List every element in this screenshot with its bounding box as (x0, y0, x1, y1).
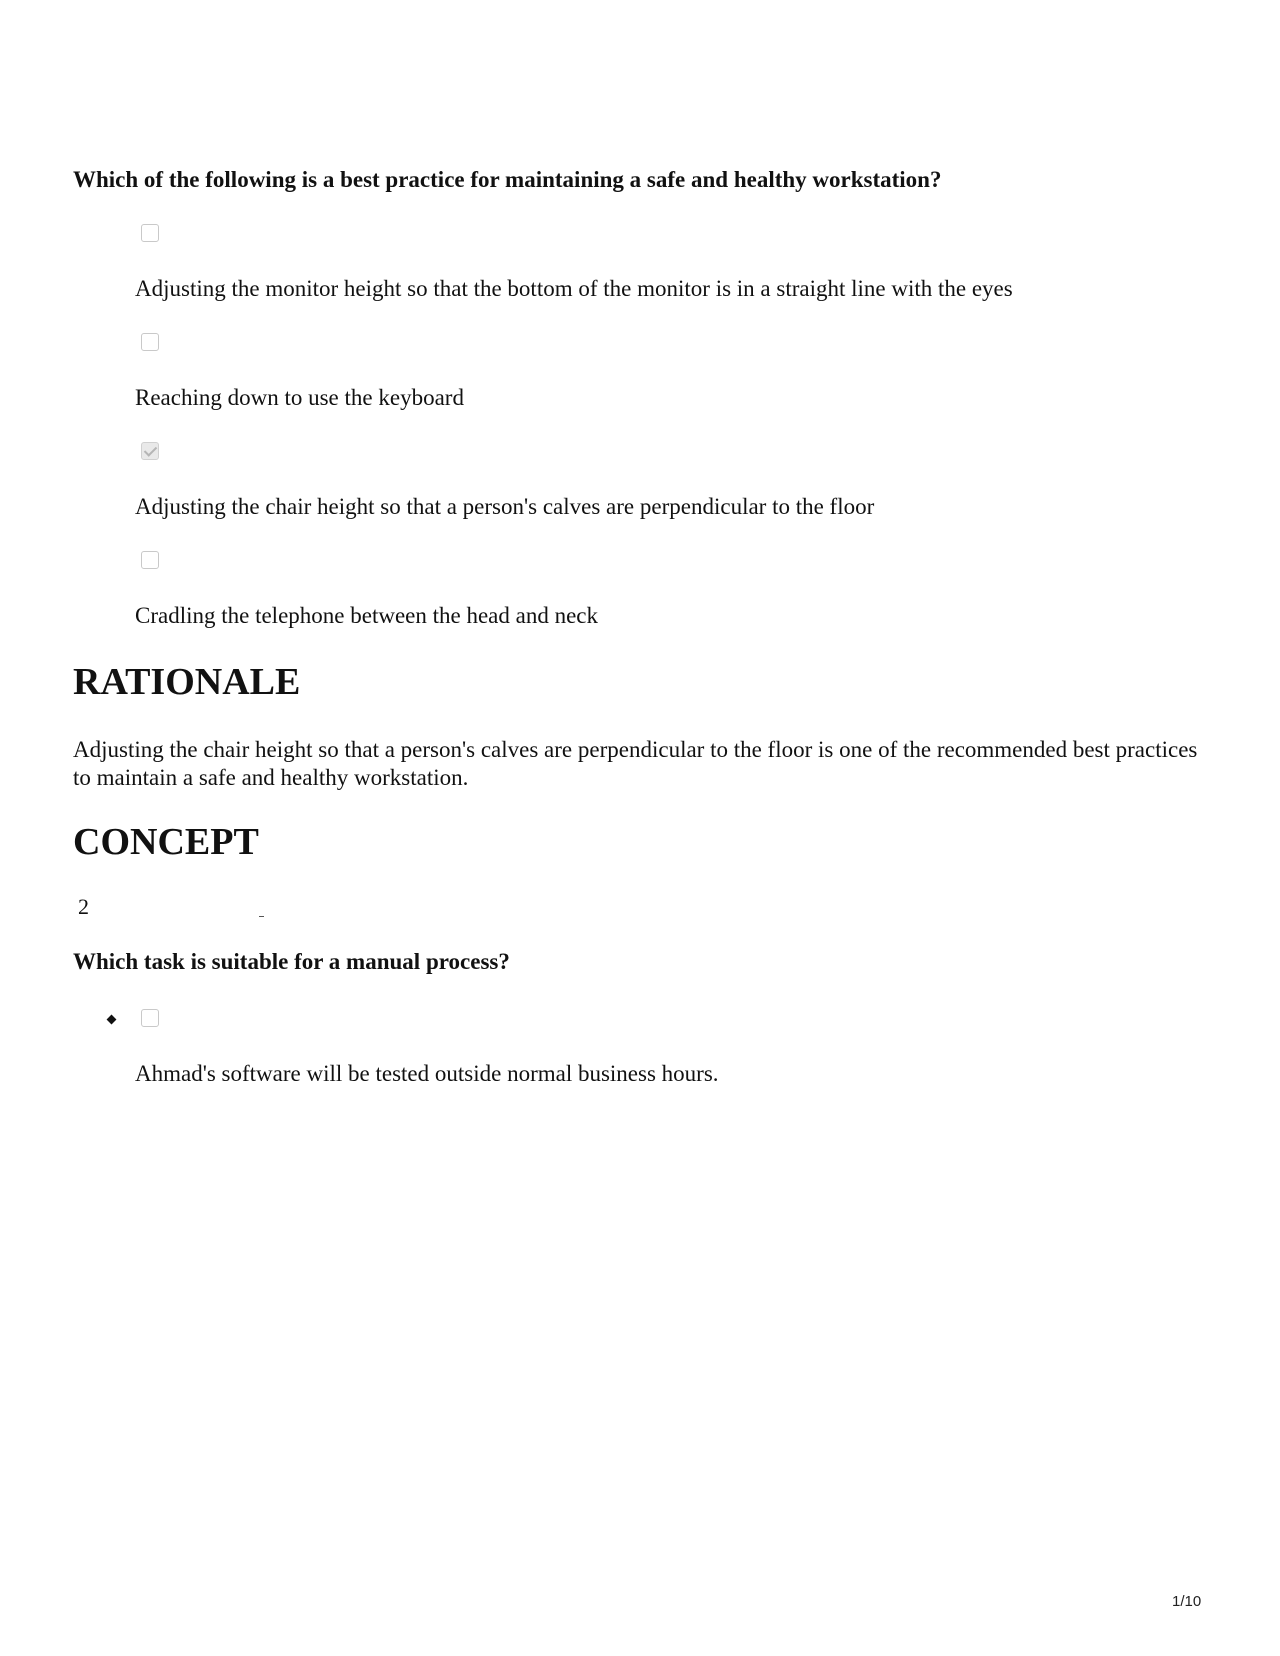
page-indicator: 1/10 (1172, 1593, 1202, 1610)
option-2-checkbox[interactable] (141, 333, 159, 351)
option-2-label: Reaching down to use the keyboard (135, 385, 464, 410)
list-bullet-icon (107, 1015, 117, 1025)
question-2-option-1-label: Ahmad's software will be tested outside normal business hours. (135, 1061, 719, 1086)
concept-heading: CONCEPT (73, 821, 259, 863)
option-1-checkbox[interactable] (141, 224, 159, 242)
option-3-label: Adjusting the chair height so that a person's calves are perpendicular to the floor (135, 494, 875, 519)
question-1-prompt: Which of the following is a best practice for maintaining a safe and healthy workstation? (73, 167, 942, 192)
question-2-prompt: Which task is suitable for a manual process? (73, 949, 510, 974)
question-2-option-1-checkbox[interactable] (141, 1009, 159, 1027)
rationale-text: Adjusting the chair height so that a person's calves are perpendicular to the floor is one of the recommended best practices to maintain a safe and healthy workstation. (73, 737, 1198, 790)
question-2-number: 2 (78, 894, 89, 919)
option-4-checkbox[interactable] (141, 551, 159, 569)
option-1-label: Adjusting the monitor height so that the bottom of the monitor is in a straight line with the eyes (135, 276, 1013, 301)
rationale-heading: RATIONALE (73, 661, 301, 703)
dash-mark (259, 916, 264, 917)
option-3-checkbox-checked[interactable] (141, 442, 159, 460)
option-4-label: Cradling the telephone between the head and neck (135, 603, 599, 628)
